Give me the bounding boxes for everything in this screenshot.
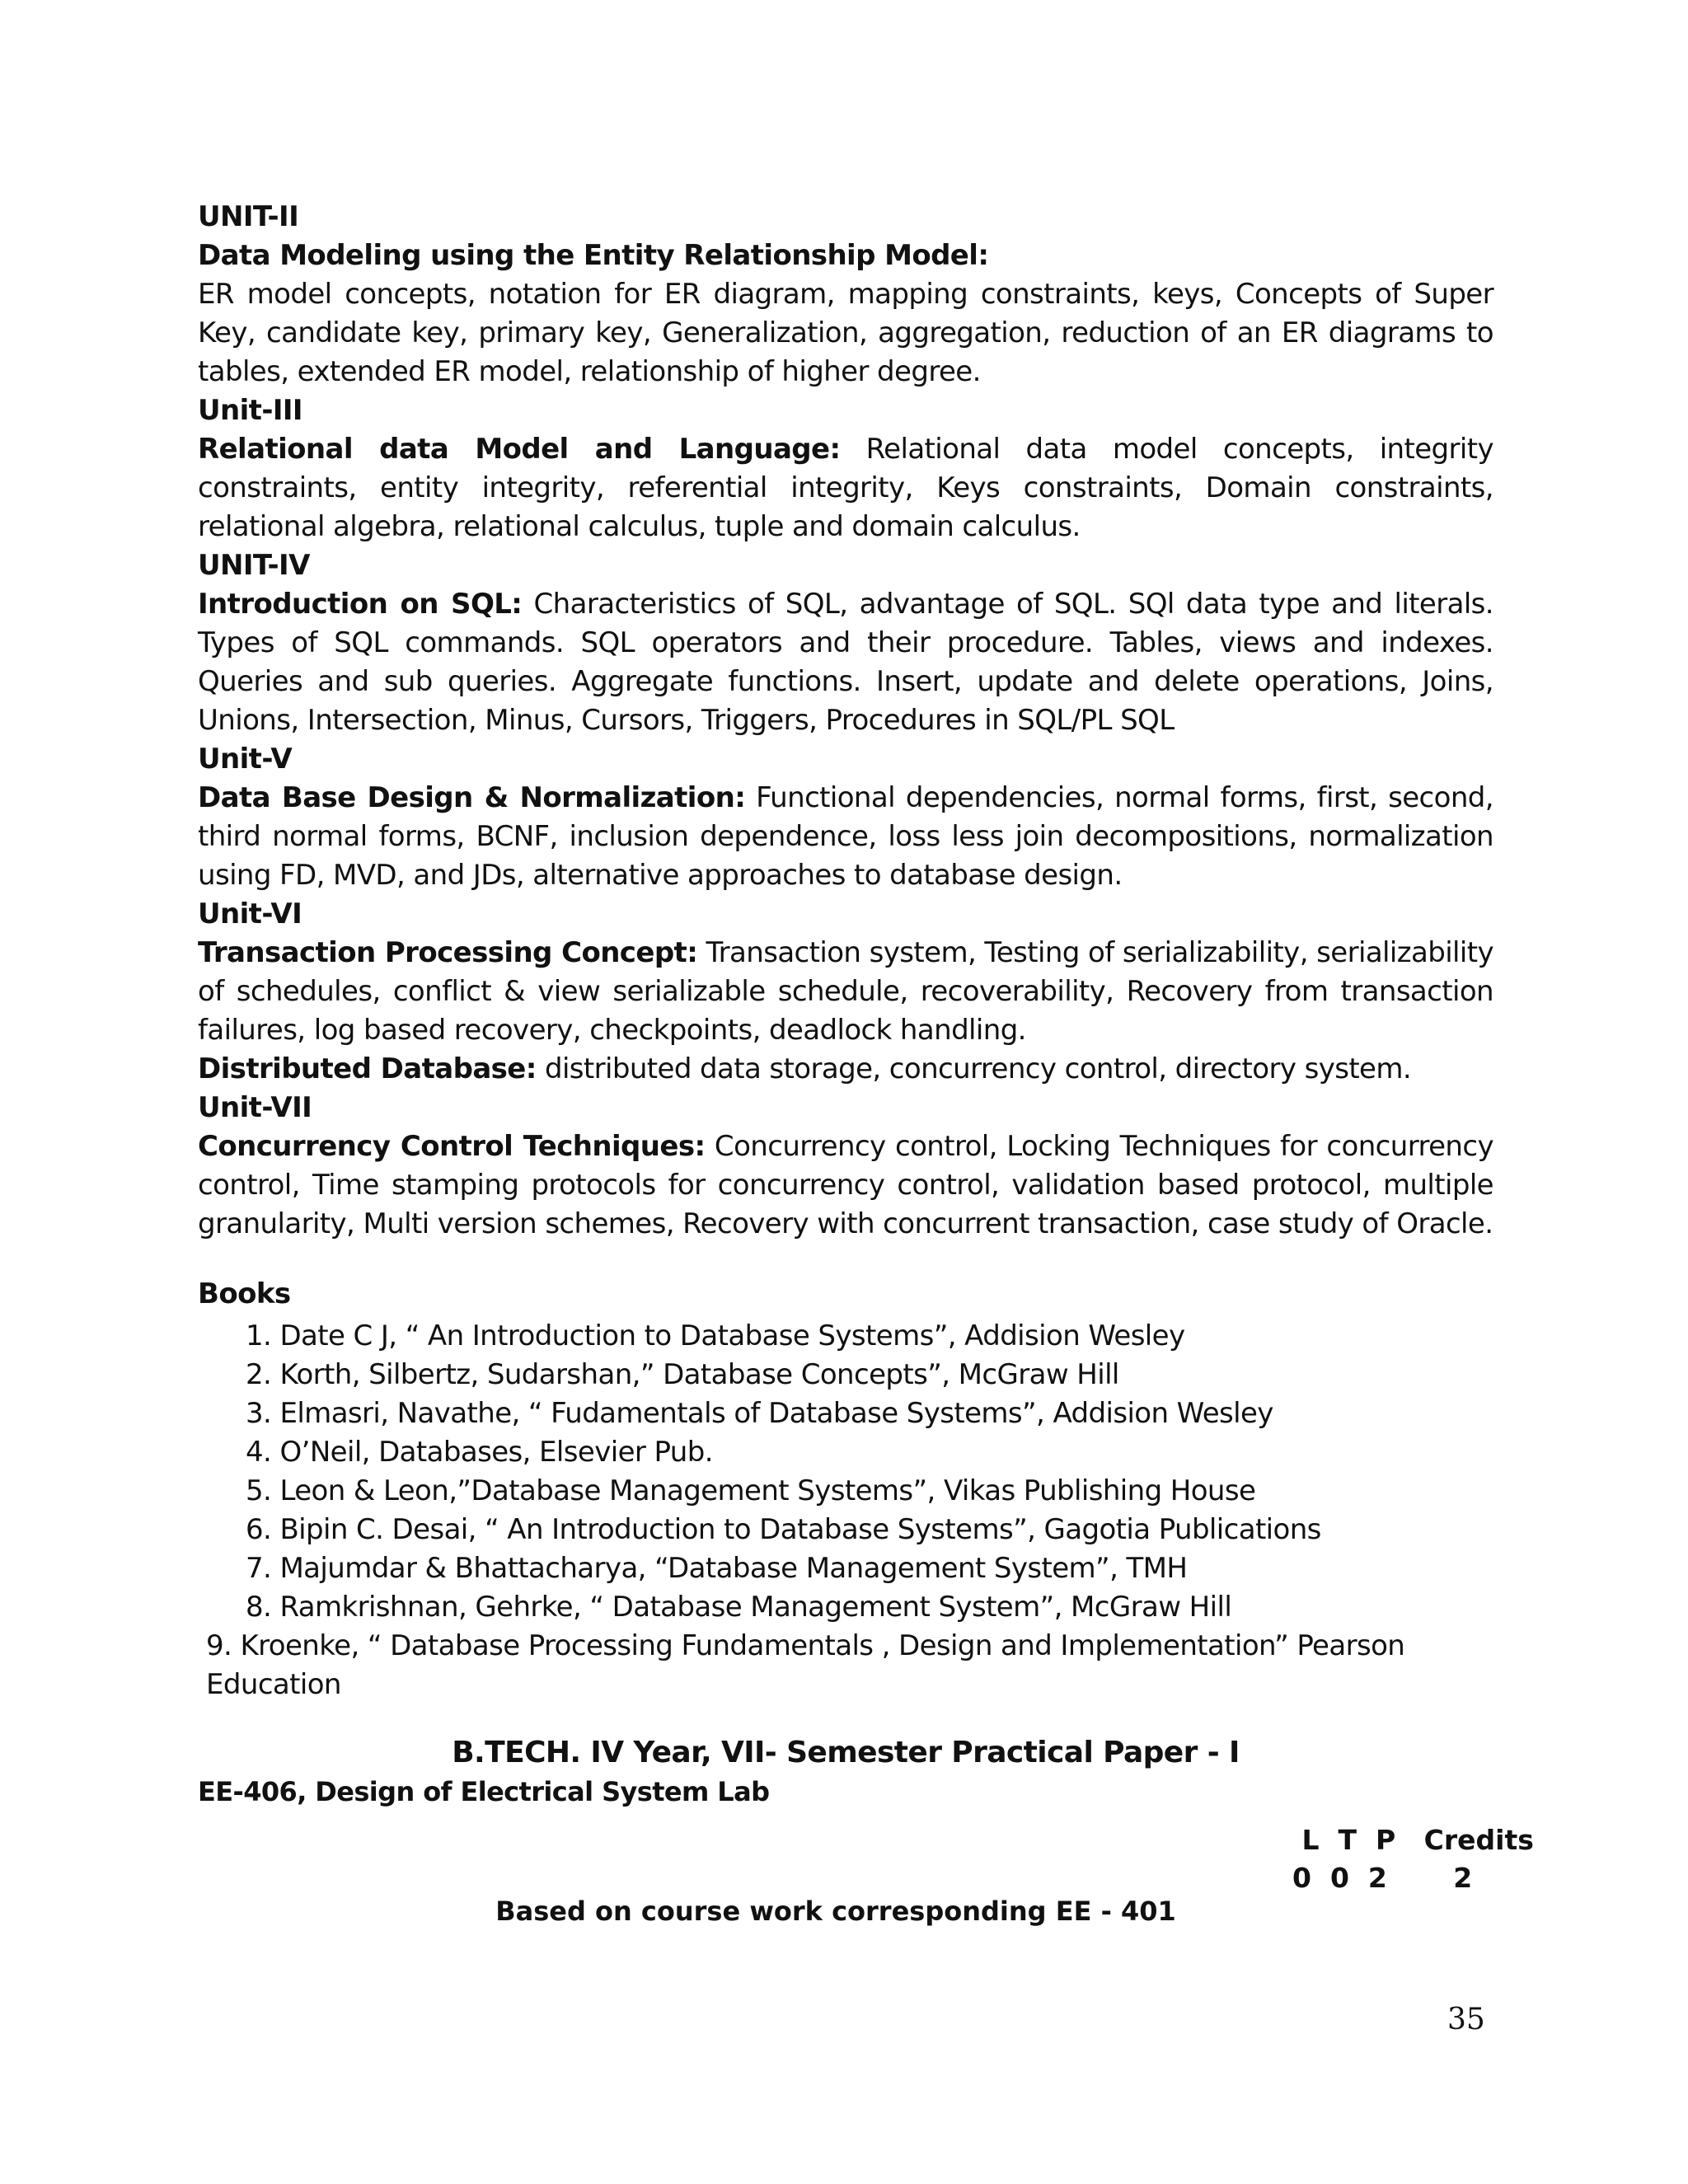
topic-text: Relational data model concepts, integrity constraints, entity integrity, referential integrity, Keys constraints, Domain constraints, relational algebra, relational calculus, tuple and domain calculus. xyxy=(198,433,1493,543)
lab-course-title: EE-406, Design of Electrical System Lab xyxy=(198,1776,770,1807)
unit-description xyxy=(198,1127,1493,1244)
topic-title: Concurrency Control Techniques: xyxy=(198,1130,706,1163)
books-heading: Books xyxy=(198,1277,291,1310)
unit-description xyxy=(198,779,1493,895)
topic-title: Transaction Processing Concept: xyxy=(198,936,698,969)
topic-text: Concurrency control, Locking Techniques for concurrency control, Time stamping protocols for concurrency control, validation based protocol, multiple granularity, Multi version schemes, Recovery with concurrent transaction, case study of Oracle. xyxy=(198,1130,1493,1240)
ltp-header: L T P Credits xyxy=(1292,1824,1534,1856)
unit-description xyxy=(198,430,1493,546)
topic-title: Relational data Model and Language: xyxy=(198,433,841,466)
topic-title: Data Modeling using the Entity Relationship Model: xyxy=(198,239,989,272)
list-item: 2. Korth, Silbertz, Sudarshan,” Database Concepts”, McGraw Hill xyxy=(246,1358,1119,1391)
list-item: 6. Bipin C. Desai, “ An Introduction to Database Systems”, Gagotia Publications xyxy=(246,1513,1321,1546)
unit-heading: Unit-V xyxy=(198,743,293,776)
unit-vii-section xyxy=(198,1089,1493,1244)
topic-text: Transaction system, Testing of serializability, serializability of schedules, conflict & view serializable schedule, recoverability, Recovery from transaction failures, log based recovery, checkpoints, deadlock handling. xyxy=(198,936,1493,1047)
unit-iv-section xyxy=(198,546,1493,740)
list-item: 8. Ramkrishnan, Gehrke, “ Database Management System”, McGraw Hill xyxy=(246,1591,1232,1624)
unit-heading: UNIT-IV xyxy=(198,549,310,582)
page-number: 35 xyxy=(1447,2003,1485,2036)
list-item: 3. Elmasri, Navathe, “ Fudamentals of Database Systems”, Addision Wesley xyxy=(246,1397,1273,1430)
topic-text: Characteristics of SQL, advantage of SQL. SQl data type and literals. Types of SQL commands. SQL operators and their procedure. Tables, views and indexes. Queries and sub queries. Aggregate functions. Insert, update and delete operations, Joins, Unions, Intersection, Minus, Cursors, Triggers, Procedures in SQL/PL SQL xyxy=(198,588,1493,737)
topic-title: Data Base Design & Normalization: xyxy=(198,781,746,814)
topic-title: Introduction on SQL: xyxy=(198,588,523,621)
list-item: 5. Leon & Leon,”Database Management Systems”, Vikas Publishing House xyxy=(246,1474,1256,1507)
unit-heading: Unit-III xyxy=(198,394,302,427)
unit-topic-title xyxy=(198,237,1493,275)
unit-iii-section xyxy=(198,391,1493,546)
practical-paper-title: B.TECH. IV Year, VII- Semester Practical Paper - I xyxy=(452,1736,1240,1769)
list-item: 4. O’Neil, Databases, Elsevier Pub. xyxy=(246,1436,713,1469)
topic-text: distributed data storage, concurrency control, directory system. xyxy=(536,1052,1412,1085)
ltp-credits-table xyxy=(1292,1821,1534,1897)
unit-vi-section xyxy=(198,895,1493,1089)
course-basis-note: Based on course work corresponding EE - 401 xyxy=(495,1896,1176,1927)
list-item: 9. Kroenke, “ Database Processing Fundamentals , Design and Implementation” Pearson Education xyxy=(206,1629,1405,1701)
topic-text: Functional dependencies, normal forms, first, second, third normal forms, BCNF, inclusion dependence, loss less join decompositions, normalization using FD, MVD, and JDs, alternative approaches to database design. xyxy=(198,781,1493,892)
unit-heading: UNIT-II xyxy=(198,200,299,233)
list-item: 1. Date C J, “ An Introduction to Database Systems”, Addision Wesley xyxy=(246,1319,1185,1352)
books-list xyxy=(198,1317,1493,1704)
unit-heading: Unit-VI xyxy=(198,898,302,930)
unit-description xyxy=(198,1050,1493,1089)
topic-title: Distributed Database: xyxy=(198,1052,537,1085)
unit-heading: Unit-VII xyxy=(198,1091,312,1124)
unit-description: ER model concepts, notation for ER diagram, mapping constraints, keys, Concepts of Super Key, candidate key, primary key, Generalization, aggregation, reduction of an ER diagrams to tables, extended ER model, relationship of higher degree. xyxy=(198,278,1493,388)
unit-v-section xyxy=(198,740,1493,895)
ltp-values: 0 0 2 2 xyxy=(1292,1862,1473,1894)
syllabus-content xyxy=(198,198,1493,1810)
unit-description xyxy=(198,934,1493,1050)
list-item: 7. Majumdar & Bhattacharya, “Database Management System”, TMH xyxy=(246,1552,1188,1585)
unit-description xyxy=(198,585,1493,740)
unit-ii-section xyxy=(198,198,1493,391)
